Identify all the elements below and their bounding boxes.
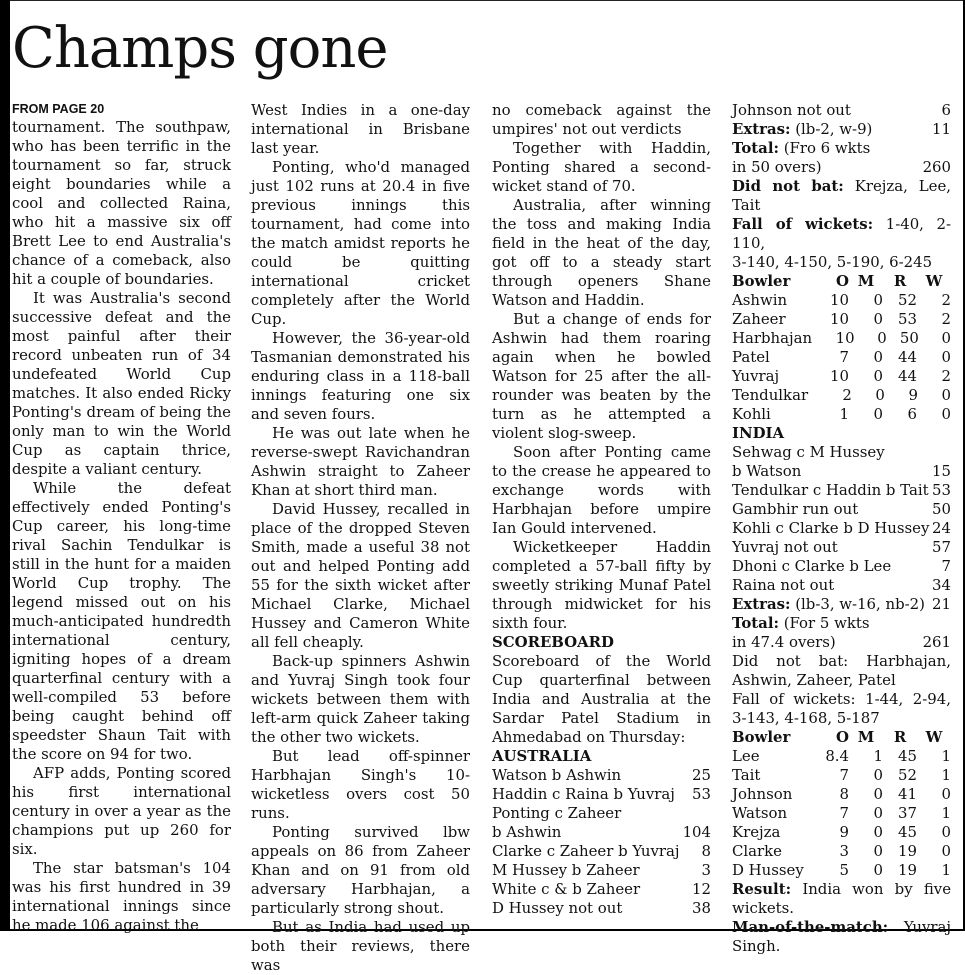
bowling-figure: 6 (907, 405, 917, 423)
bowling-header-row (732, 272, 951, 291)
bowling-figure: 2 (941, 367, 951, 385)
batsman-runs: 15 (932, 462, 951, 480)
bowling-figure: 10 (830, 367, 849, 385)
paragraph: Back-up spinners Ashwin and Yuvraj Singh took four wickets between them with left-arm quick Zaheer taking the other two wickets. (251, 652, 470, 746)
paragraph: While the defeat effectively ended Ponting's Cup career, his long-time rival Sachin Tendulkar is still in the hunt for a maiden World Cup trophy. The legend missed out on his much-anticipated hundredth international century, igniting hopes of a dream quarterfinal century with a well-compiled 53 before being caught behind off speedster Shaun Tait with the score on 94 for two. (12, 479, 231, 763)
batsman-runs: 50 (932, 500, 951, 518)
man-of-the-match: Man-of-the-match: Yuvraj Singh. (732, 918, 951, 955)
bowling-row (732, 785, 951, 804)
bowling-figure: 3 (839, 842, 849, 860)
bowling-row (732, 766, 951, 785)
bowling-figure: 7 (839, 766, 849, 784)
australia-bowling-table (732, 728, 951, 880)
bowling-figure: 0 (941, 785, 951, 803)
team-heading-australia: AUSTRALIA (492, 747, 592, 765)
bowling-row (732, 291, 951, 310)
paragraph: David Hussey, recalled in place of the dropped Steven Smith, made a useful 38 not out and helped Ponting add 55 for the sixth wicket after Michael Clarke, Michael Hussey and Cameron White all fell cheaply. (251, 500, 470, 651)
bowling-figure: 0 (873, 785, 883, 803)
bowling-figure: 10 (830, 291, 849, 309)
bowling-figure: 19 (898, 861, 917, 879)
batting-row (492, 842, 711, 861)
bowling-figure: 50 (899, 329, 919, 347)
batsman-dismissal: Ponting c Zaheer (492, 804, 622, 822)
batsman-dismissal: Dhoni c Clarke b Lee (732, 557, 892, 575)
bowling-row (732, 747, 951, 766)
bowling-column-header: Bowler (732, 272, 791, 290)
bowling-figure: 1 (941, 747, 951, 765)
bowling-figure: 7 (839, 348, 849, 366)
batting-row (492, 880, 711, 899)
bowling-figure: 8 (839, 785, 849, 803)
bowler-name: Krejza (732, 823, 781, 841)
india-total-runs: in 47.4 overs) 261 (732, 633, 951, 651)
bowler-name: Watson (732, 804, 788, 822)
kicker: FROM PAGE 20 (12, 102, 105, 116)
bowling-row (732, 842, 951, 861)
paragraph: Ponting, who'd managed just 102 runs at 20.4 in five previous innings this tournament, had come into the match amidst reports he could be quitting international cricket completely after the World Cup. (251, 158, 470, 328)
batting-row (732, 443, 951, 462)
batsman-dismissal: White c & b Zaheer (492, 880, 641, 898)
india-total: Total: (For 5 wkts (732, 614, 870, 632)
india-bowling-table (732, 272, 951, 424)
batting-row (732, 538, 951, 557)
australia-batting-part-2 (732, 101, 951, 120)
paragraph: But as India had used up both their reviews, there was (251, 918, 470, 974)
bowling-figure: 45 (898, 823, 917, 841)
bowling-column-header: M (857, 272, 875, 290)
batting-row (732, 500, 951, 519)
article-column-3 (492, 101, 711, 918)
bowling-figure: 19 (898, 842, 917, 860)
bowling-figure: 44 (898, 348, 917, 366)
batsman-dismissal: Yuvraj not out (732, 538, 838, 556)
batting-row (732, 557, 951, 576)
batsman-runs: 53 (932, 481, 951, 499)
bowling-figure: 7 (839, 804, 849, 822)
bowling-column-header: O (836, 272, 849, 290)
batsman-runs: 53 (692, 785, 711, 803)
bowling-row (732, 386, 951, 405)
bowling-figure: 0 (941, 842, 951, 860)
bowling-figure: 8.4 (825, 747, 849, 765)
bowling-figure: 1 (941, 766, 951, 784)
batsman-dismissal: M Hussey b Zaheer (492, 861, 640, 879)
batting-row (732, 481, 951, 500)
bowling-figure: 52 (898, 291, 917, 309)
bowling-row (732, 823, 951, 842)
bowler-name: Kohli (732, 405, 771, 423)
bowler-name: Clarke (732, 842, 782, 860)
bowler-name: Patel (732, 348, 770, 366)
australia-total-runs: in 50 overs) 260 (732, 158, 951, 176)
paragraph: Australia, after winning the toss and making India field in the heat of the day, got off to a steady start through openers Shane Watson and Haddin. (492, 196, 711, 309)
bowling-figure: 9 (839, 823, 849, 841)
paragraph: Together with Haddin, Ponting shared a second-wicket stand of 70. (492, 139, 711, 195)
australia-did-not-bat: Did not bat: Krejza, Lee, Tait (732, 177, 952, 214)
bowling-figure: 0 (941, 348, 951, 366)
bowling-figure: 5 (839, 861, 849, 879)
bowling-header-row (732, 728, 951, 747)
batting-row (732, 101, 951, 120)
batsman-runs: 12 (692, 880, 711, 898)
bowling-figure: 0 (877, 329, 887, 347)
batsman-dismissal: D Hussey not out (492, 899, 623, 917)
batting-row (492, 861, 711, 880)
bowling-figure: 0 (873, 291, 883, 309)
bowling-row (732, 348, 951, 367)
batsman-dismissal: Gambhir run out (732, 500, 859, 518)
paragraph: Ponting survived lbw appeals on 86 from Zaheer Khan and on 91 from old adversary Harbhajan, a particularly strong shout. (251, 823, 470, 917)
bowling-figure: 0 (873, 766, 883, 784)
scoreboard-intro: Scoreboard of the World Cup quarterfinal between India and Australia at the Sardar Patel Stadium in Ahmedabad on Thursday: (492, 652, 711, 746)
batsman-runs: 24 (932, 519, 951, 537)
paragraph: West Indies in a one-day international in Brisbane last year. (251, 101, 470, 157)
bowler-name: Johnson (732, 785, 793, 803)
india-fall-of-wickets: Fall of wickets: 1-44, 2-94, 3-143, 4-168, 5-187 (732, 690, 951, 727)
bowling-column-header: Bowler (732, 728, 791, 746)
batsman-runs: 38 (692, 899, 711, 917)
bowling-figure: 0 (873, 348, 883, 366)
paragraph: The star batsman's 104 was his first hundred in 39 international innings since he made 106 against the (12, 859, 231, 934)
bowling-figure: 1 (941, 804, 951, 822)
paragraph: However, the 36-year-old Tasmanian demonstrated his enduring class in a 118-ball innings featuring one six and seven fours. (251, 329, 470, 423)
paragraph: no comeback against the umpires' not out verdicts (492, 101, 711, 138)
bowling-figure: 0 (873, 310, 883, 328)
headline: Champs gone (12, 16, 388, 81)
bowling-figure: 0 (873, 405, 883, 423)
batsman-dismissal: b Watson (732, 462, 802, 480)
article-column-1 (12, 101, 231, 935)
batsman-runs: 8 (701, 842, 711, 860)
bowling-figure: 10 (830, 310, 849, 328)
bowling-figure: 2 (941, 310, 951, 328)
batting-row (732, 519, 951, 538)
article-column-4 (732, 101, 951, 956)
bowling-column-header: O (836, 728, 849, 746)
bowling-figure: 0 (875, 386, 885, 404)
bowler-name: D Hussey (732, 861, 804, 879)
bowling-figure: 0 (873, 842, 883, 860)
india-extras: Extras: (lb-3, w-16, nb-2) 21 (732, 595, 951, 613)
bowling-figure: 1 (873, 747, 883, 765)
batting-row (492, 804, 711, 823)
australia-extras: Extras: (lb-2, w-9) 11 (732, 120, 951, 138)
batsman-runs: 57 (932, 538, 951, 556)
bowling-figure: 0 (873, 823, 883, 841)
bowling-figure: 0 (873, 861, 883, 879)
bowler-name: Lee (732, 747, 760, 765)
bowling-figure: 10 (835, 329, 855, 347)
paragraph: But a change of ends for Ashwin had them roaring again when he bowled Watson for 25 after the all-rounder was beaten by the turn as he attempted a violent slog-sweep. (492, 310, 711, 442)
bowling-figure: 1 (941, 861, 951, 879)
bowling-figure: 53 (898, 310, 917, 328)
paragraph: AFP adds, Ponting scored his first international century in over a year as the champions put up 260 for six. (12, 764, 231, 858)
bowler-name: Yuvraj (732, 367, 780, 385)
batsman-dismissal: Watson b Ashwin (492, 766, 622, 784)
bowler-name: Ashwin (732, 291, 788, 309)
match-result: Result: India won by five wickets. (732, 880, 951, 917)
bowling-figure: 0 (941, 405, 951, 423)
paragraph: Soon after Ponting came to the crease he appeared to exchange words with Harbhajan before umpire Ian Gould intervened. (492, 443, 711, 537)
batsman-dismissal: Sehwag c M Hussey (732, 443, 885, 461)
bowling-column-header: R (893, 728, 907, 746)
batting-row (492, 899, 711, 918)
batsman-dismissal: Clarke c Zaheer b Yuvraj (492, 842, 680, 860)
bowling-figure: 41 (898, 785, 917, 803)
page-left-border (0, 0, 10, 931)
batsman-dismissal: Haddin c Raina b Yuvraj (492, 785, 675, 803)
paragraph: Wicketkeeper Haddin completed a 57-ball fifty by sweetly striking Munaf Patel through midwicket for his sixth four. (492, 538, 711, 632)
bowling-figure: 0 (941, 329, 951, 347)
bowling-column-header: W (925, 728, 943, 746)
bowling-figure: 52 (898, 766, 917, 784)
bowler-name: Tait (732, 766, 761, 784)
bowler-name: Tendulkar (732, 386, 809, 404)
paragraph: He was out late when he reverse-swept Ravichandran Ashwin straight to Zaheer Khan at short third man. (251, 424, 470, 499)
bowling-figure: 44 (898, 367, 917, 385)
bowling-figure: 37 (898, 804, 917, 822)
page-top-rule (0, 0, 965, 1)
batting-row (732, 462, 951, 481)
bowling-column-header: W (925, 272, 943, 290)
team-heading-india: INDIA (732, 424, 785, 442)
batsman-runs: 25 (692, 766, 711, 784)
india-did-not-bat: Did not bat: Harbhajan, Ashwin, Zaheer, Patel (732, 652, 951, 689)
bowling-row (732, 861, 951, 880)
scoreboard-heading: SCOREBOARD (492, 633, 614, 651)
article-column-2 (251, 101, 470, 975)
bowling-column-header: R (893, 272, 907, 290)
paragraph: It was Australia's second successive defeat and the most painful after their record unbeaten run of 34 undefeated World Cup matches. It also ended Ricky Ponting's dream of being the only man to win the World Cup as captain thrice, despite a valiant century. (12, 289, 231, 478)
batsman-runs: 3 (701, 861, 711, 879)
bowling-row (732, 804, 951, 823)
bowling-figure: 9 (908, 386, 918, 404)
batting-row (732, 576, 951, 595)
australia-fall-of-wickets-2: 3-140, 4-150, 5-190, 6-245 (732, 253, 933, 271)
batsman-runs: 6 (941, 101, 951, 119)
paragraph: But lead off-spinner Harbhajan Singh's 10-wicketless overs cost 50 runs. (251, 747, 470, 822)
batsman-runs: 7 (941, 557, 951, 575)
bowling-figure: 0 (873, 804, 883, 822)
batsman-dismissal: Johnson not out (732, 101, 851, 119)
batsman-dismissal: b Ashwin (492, 823, 562, 841)
bowling-figure: 2 (941, 291, 951, 309)
india-batting (732, 443, 951, 595)
bowling-column-header: M (857, 728, 875, 746)
batsman-dismissal: Kohli c Clarke b D Hussey (732, 519, 930, 537)
bowling-figure: 0 (873, 367, 883, 385)
batsman-runs: 104 (682, 823, 711, 841)
batting-row (492, 766, 711, 785)
bowler-name: Harbhajan (732, 329, 813, 347)
australia-batting-part-1 (492, 766, 711, 918)
batting-row (492, 823, 711, 842)
bowling-figure: 1 (839, 405, 849, 423)
bowling-figure: 0 (941, 386, 951, 404)
bowling-row (732, 367, 951, 386)
batting-row (492, 785, 711, 804)
batsman-dismissal: Tendulkar c Haddin b Tait (732, 481, 929, 499)
paragraph: tournament. The southpaw, who has been terrific in the tournament so far, struck eight boundaries while a cool and collected Raina, who hit a massive six off Brett Lee to end Australia's chance of a comeback, also hit a couple of boundaries. (12, 118, 231, 288)
bowling-row (732, 405, 951, 424)
bowling-row (732, 329, 951, 348)
bowler-name: Zaheer (732, 310, 786, 328)
bowling-figure: 0 (941, 823, 951, 841)
bowling-figure: 2 (842, 386, 852, 404)
australia-fall-of-wickets: Fall of wickets: 1-40, 2-110, (732, 215, 951, 252)
batsman-runs: 34 (932, 576, 951, 594)
bowling-row (732, 310, 951, 329)
bowling-figure: 45 (898, 747, 917, 765)
australia-total: Total: (Fro 6 wkts (732, 139, 871, 157)
batsman-dismissal: Raina not out (732, 576, 835, 594)
